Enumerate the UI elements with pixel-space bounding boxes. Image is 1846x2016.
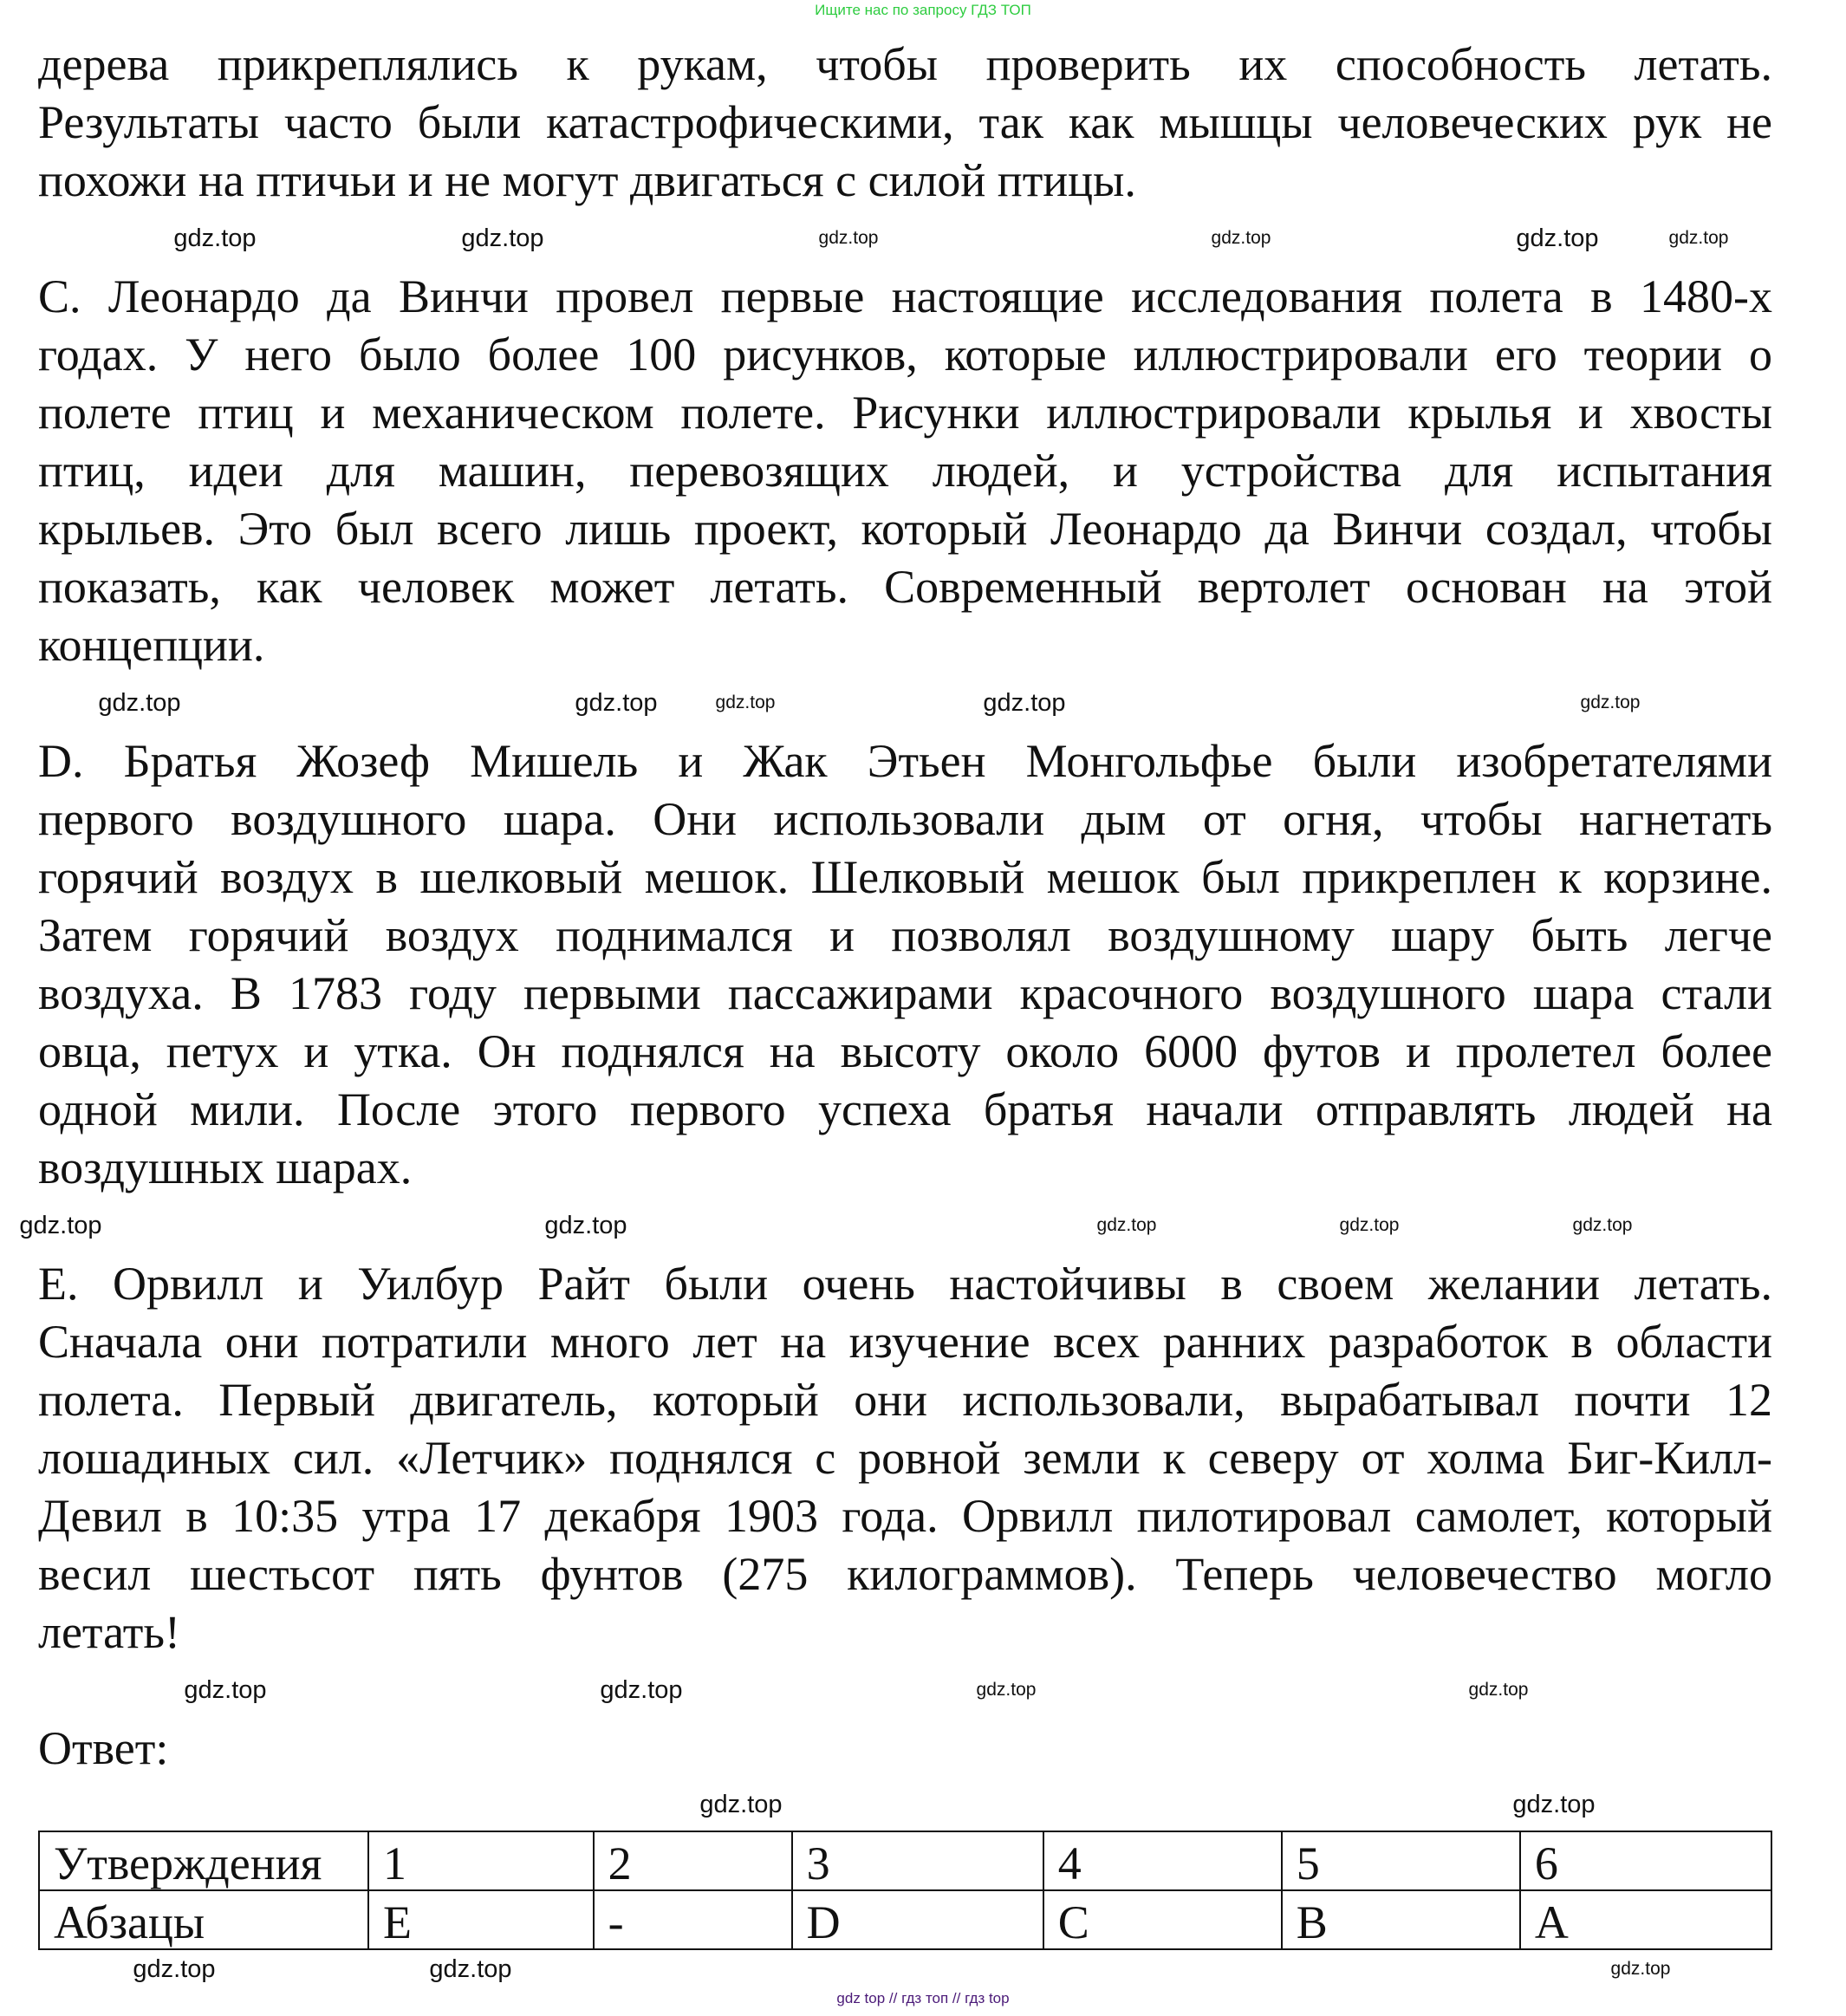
text-line: крыльев. Это был всего лишь проект, который Леонардо да Винчи создал, чтобы <box>38 503 1772 555</box>
answer-label: Ответ: <box>38 1722 169 1774</box>
document-text <box>38 36 1772 1778</box>
watermark: gdz.top <box>715 693 776 712</box>
watermark: gdz.top <box>1668 228 1729 248</box>
text-line: Сначала они потратили много лет на изучение всех ранних разработок в области <box>38 1316 1772 1368</box>
paragraph <box>38 732 1772 1197</box>
table-cell: 6 <box>1520 1831 1771 1890</box>
table-cell: - <box>594 1890 792 1949</box>
text-line: похожи на птичьи и не могут двигаться с силой птицы. <box>38 154 1136 206</box>
watermark: gdz.top <box>461 224 544 252</box>
text-line: D. Братья Жозеф Мишель и Жак Этьен Монгольфье были изобретателями <box>38 735 1772 787</box>
spacer <box>38 1197 1772 1255</box>
watermark: gdz.top <box>1211 228 1271 248</box>
footer-watermark: gdz top // гдз топ // гдз top <box>836 1990 1010 2006</box>
watermark: gdz.top <box>429 1955 512 1983</box>
row-header-cell: Утверждения <box>39 1831 368 1890</box>
watermark: gdz.top <box>1468 1680 1529 1700</box>
watermark: gdz.top <box>1610 1959 1671 1979</box>
text-line: Затем горячий воздух поднимался и позволял воздушному шару быть легче <box>38 909 1772 961</box>
text-line: полете птиц и механическом полете. Рисунки иллюстрировали крылья и хвосты <box>38 387 1772 439</box>
text-line: воздуха. В 1783 году первыми пассажирами красочного воздушного шара стали <box>38 967 1772 1019</box>
table-cell: D <box>792 1890 1043 1949</box>
watermark: gdz.top <box>600 1676 683 1704</box>
watermark: gdz.top <box>575 689 658 717</box>
watermark: gdz.top <box>818 228 879 248</box>
spacer <box>38 674 1772 732</box>
table-cell: A <box>1520 1890 1771 1949</box>
text-line: Результаты часто были катастрофическими, так как мышцы человеческих рук не <box>38 96 1772 148</box>
watermark: gdz.top <box>983 689 1066 717</box>
paragraph <box>38 36 1772 210</box>
top-banner: Ищите нас по запросу ГДЗ ТОП <box>815 2 1031 18</box>
paragraph <box>38 1255 1772 1662</box>
table-cell: 2 <box>594 1831 792 1890</box>
text-line: концепции. <box>38 619 265 671</box>
table-cell: 3 <box>792 1831 1043 1890</box>
table-cell: B <box>1282 1890 1520 1949</box>
watermark: gdz.top <box>98 689 181 717</box>
text-line: дерева прикреплялись к рукам, чтобы проверить их способность летать. <box>38 38 1772 90</box>
paragraph <box>38 268 1772 674</box>
row-header-cell: Абзацы <box>39 1890 368 1949</box>
text-line: полета. Первый двигатель, который они использовали, вырабатывал почти 12 <box>38 1374 1772 1426</box>
statements-row <box>39 1831 1771 1890</box>
text-line: годах. У него было более 100 рисунков, которые иллюстрировали его теории о <box>38 328 1772 380</box>
watermark: gdz.top <box>544 1212 627 1239</box>
text-line: горячий воздух в шелковый мешок. Шелковый мешок был прикреплен к корзине. <box>38 851 1772 903</box>
paragraphs-row <box>39 1890 1771 1949</box>
text-line: C. Леонардо да Винчи провел первые настоящие исследования полета в 1480-х <box>38 270 1772 322</box>
text-line: лошадиных сил. «Летчик» поднялся с ровной земли к северу от холма Биг-Килл- <box>38 1432 1772 1484</box>
watermark: gdz.top <box>184 1676 267 1704</box>
text-line: воздушных шарах. <box>38 1141 413 1193</box>
text-line: E. Орвилл и Уилбур Райт были очень настойчивы в своем желании летать. <box>38 1258 1772 1310</box>
table-cell: 5 <box>1282 1831 1520 1890</box>
watermark: gdz.top <box>19 1212 102 1239</box>
watermark: gdz.top <box>133 1955 216 1983</box>
text-line: летать! <box>38 1606 180 1658</box>
text-line: Девил в 10:35 утра 17 декабря 1903 года. Орвилл пилотировал самолет, который <box>38 1490 1772 1542</box>
text-line: весил шестьсот пять фунтов (275 килограммов). Теперь человечество могло <box>38 1548 1772 1600</box>
watermark: gdz.top <box>1516 224 1599 252</box>
text-line: овца, петух и утка. Он поднялся на высоту около 6000 футов и пролетел более <box>38 1025 1772 1077</box>
watermark: gdz.top <box>699 1791 783 1818</box>
text-line: одной мили. После этого первого успеха братья начали отправлять людей на <box>38 1083 1772 1135</box>
text-line: показать, как человек может летать. Современный вертолет основан на этой <box>38 561 1772 613</box>
watermark: gdz.top <box>1580 693 1641 712</box>
table-cell: 1 <box>368 1831 594 1890</box>
watermark: gdz.top <box>976 1680 1037 1700</box>
watermark: gdz.top <box>173 224 257 252</box>
text-line: птиц, идеи для машин, перевозящих людей, и устройства для испытания <box>38 445 1772 497</box>
watermark: gdz.top <box>1512 1791 1596 1818</box>
table-cell: E <box>368 1890 594 1949</box>
watermark: gdz.top <box>1096 1215 1157 1235</box>
watermark: gdz.top <box>1339 1215 1400 1235</box>
spacer <box>38 210 1772 268</box>
table-cell: C <box>1043 1890 1282 1949</box>
table-cell: 4 <box>1043 1831 1282 1890</box>
text-line: первого воздушного шара. Они использовали дым от огня, чтобы нагнетать <box>38 793 1772 845</box>
answer-table <box>38 1831 1772 1950</box>
watermark: gdz.top <box>1572 1215 1633 1235</box>
